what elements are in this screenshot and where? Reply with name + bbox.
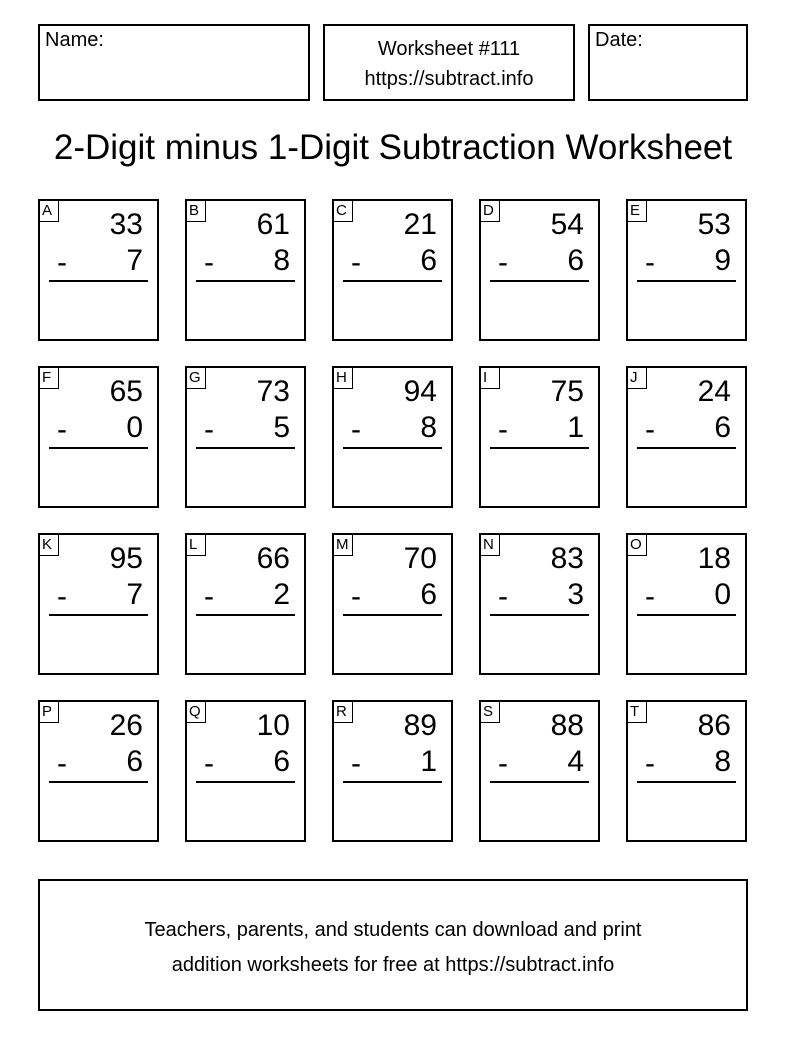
problem-subtrahend: 0	[126, 411, 143, 444]
problem-letter: O	[627, 534, 647, 556]
problem-letter: B	[186, 200, 206, 222]
problem-card[interactable]	[185, 533, 306, 675]
footer-line-1: Teachers, parents, and students can download and print	[144, 919, 642, 941]
answer-line	[343, 280, 442, 282]
worksheet-info-box	[323, 24, 575, 101]
problem-minuend: 70	[403, 542, 437, 575]
minus-sign: -	[645, 580, 655, 613]
minus-sign: -	[645, 246, 655, 279]
problem-minuend: 73	[256, 375, 290, 408]
problem-card[interactable]	[626, 366, 747, 508]
answer-line	[196, 280, 295, 282]
minus-sign: -	[57, 246, 67, 279]
problem-minuend: 89	[403, 709, 437, 742]
name-field[interactable]	[38, 24, 310, 101]
problem-subtrahend: 8	[420, 411, 437, 444]
date-label: Date:	[595, 29, 643, 51]
answer-line	[490, 781, 589, 783]
problem-letter: E	[627, 200, 647, 222]
footer-line-2: addition worksheets for free at https://subtract.info	[171, 954, 615, 976]
problem-subtrahend: 1	[420, 745, 437, 778]
minus-sign: -	[645, 413, 655, 446]
problem-card[interactable]	[479, 700, 600, 842]
problem-letter: G	[186, 367, 206, 389]
minus-sign: -	[351, 747, 361, 780]
minus-sign: -	[351, 580, 361, 613]
name-label: Name:	[45, 29, 104, 51]
problem-card[interactable]	[332, 533, 453, 675]
problem-subtrahend: 6	[420, 244, 437, 277]
problem-letter: Q	[186, 701, 206, 723]
problem-subtrahend: 1	[567, 411, 584, 444]
problem-card[interactable]	[332, 700, 453, 842]
problem-minuend: 53	[697, 208, 731, 241]
answer-line	[49, 614, 148, 616]
problem-minuend: 75	[550, 375, 584, 408]
problem-minuend: 21	[403, 208, 437, 241]
problem-letter: D	[480, 200, 500, 222]
problem-minuend: 10	[256, 709, 290, 742]
problem-minuend: 54	[550, 208, 584, 241]
answer-line	[49, 280, 148, 282]
problem-subtrahend: 8	[714, 745, 731, 778]
problem-card[interactable]	[332, 366, 453, 508]
problem-minuend: 66	[256, 542, 290, 575]
problem-card[interactable]	[479, 366, 600, 508]
minus-sign: -	[204, 413, 214, 446]
problem-minuend: 33	[109, 208, 143, 241]
answer-line	[49, 447, 148, 449]
problem-letter: F	[39, 367, 59, 389]
worksheet-number: Worksheet #111	[377, 38, 521, 60]
problem-minuend: 95	[109, 542, 143, 575]
problem-letter: C	[333, 200, 353, 222]
problem-letter: T	[627, 701, 647, 723]
problem-card[interactable]	[626, 533, 747, 675]
answer-line	[490, 614, 589, 616]
problem-minuend: 61	[256, 208, 290, 241]
problem-letter: P	[39, 701, 59, 723]
problem-subtrahend: 3	[567, 578, 584, 611]
problem-card[interactable]	[479, 533, 600, 675]
minus-sign: -	[498, 747, 508, 780]
problem-subtrahend: 0	[714, 578, 731, 611]
problem-minuend: 88	[550, 709, 584, 742]
problem-subtrahend: 6	[273, 745, 290, 778]
answer-line	[637, 447, 736, 449]
problem-card[interactable]	[38, 700, 159, 842]
answer-line	[490, 280, 589, 282]
minus-sign: -	[498, 580, 508, 613]
problem-card[interactable]	[38, 533, 159, 675]
problem-subtrahend: 2	[273, 578, 290, 611]
minus-sign: -	[498, 413, 508, 446]
problem-subtrahend: 9	[714, 244, 731, 277]
answer-line	[637, 614, 736, 616]
minus-sign: -	[204, 580, 214, 613]
problem-subtrahend: 5	[273, 411, 290, 444]
problem-minuend: 65	[109, 375, 143, 408]
footer-box	[38, 879, 748, 1011]
problem-card[interactable]	[38, 366, 159, 508]
answer-line	[343, 614, 442, 616]
problem-letter: S	[480, 701, 500, 723]
answer-line	[343, 447, 442, 449]
page-title: 2-Digit minus 1-Digit Subtraction Worksheet	[53, 128, 733, 167]
problem-letter: R	[333, 701, 353, 723]
problem-card[interactable]	[626, 199, 747, 341]
problem-minuend: 18	[697, 542, 731, 575]
answer-line	[343, 781, 442, 783]
problem-letter: A	[39, 200, 59, 222]
answer-line	[49, 781, 148, 783]
date-field[interactable]	[588, 24, 748, 101]
problem-letter: L	[186, 534, 206, 556]
minus-sign: -	[351, 413, 361, 446]
problem-subtrahend: 4	[567, 745, 584, 778]
worksheet-url: https://subtract.info	[364, 68, 534, 90]
problem-card[interactable]	[332, 199, 453, 341]
minus-sign: -	[645, 747, 655, 780]
problem-subtrahend: 6	[567, 244, 584, 277]
answer-line	[490, 447, 589, 449]
problem-card[interactable]	[626, 700, 747, 842]
problem-letter: I	[480, 367, 500, 389]
problem-grid	[38, 199, 748, 842]
problem-card[interactable]	[38, 199, 159, 341]
answer-line	[196, 781, 295, 783]
minus-sign: -	[57, 413, 67, 446]
problem-minuend: 86	[697, 709, 731, 742]
problem-minuend: 26	[109, 709, 143, 742]
problem-card[interactable]	[185, 199, 306, 341]
problem-subtrahend: 6	[714, 411, 731, 444]
problem-subtrahend: 8	[273, 244, 290, 277]
problem-card[interactable]	[185, 700, 306, 842]
problem-letter: M	[333, 534, 353, 556]
problem-minuend: 24	[697, 375, 731, 408]
problem-minuend: 94	[403, 375, 437, 408]
problem-card[interactable]	[185, 366, 306, 508]
problem-letter: K	[39, 534, 59, 556]
answer-line	[196, 614, 295, 616]
problem-subtrahend: 7	[126, 578, 143, 611]
minus-sign: -	[57, 747, 67, 780]
minus-sign: -	[204, 246, 214, 279]
problem-letter: N	[480, 534, 500, 556]
minus-sign: -	[57, 580, 67, 613]
problem-subtrahend: 6	[126, 745, 143, 778]
problem-card[interactable]	[479, 199, 600, 341]
answer-line	[196, 447, 295, 449]
problem-letter: J	[627, 367, 647, 389]
minus-sign: -	[204, 747, 214, 780]
problem-subtrahend: 7	[126, 244, 143, 277]
minus-sign: -	[351, 246, 361, 279]
minus-sign: -	[498, 246, 508, 279]
problem-minuend: 83	[550, 542, 584, 575]
answer-line	[637, 280, 736, 282]
problem-subtrahend: 6	[420, 578, 437, 611]
answer-line	[637, 781, 736, 783]
problem-letter: H	[333, 367, 353, 389]
